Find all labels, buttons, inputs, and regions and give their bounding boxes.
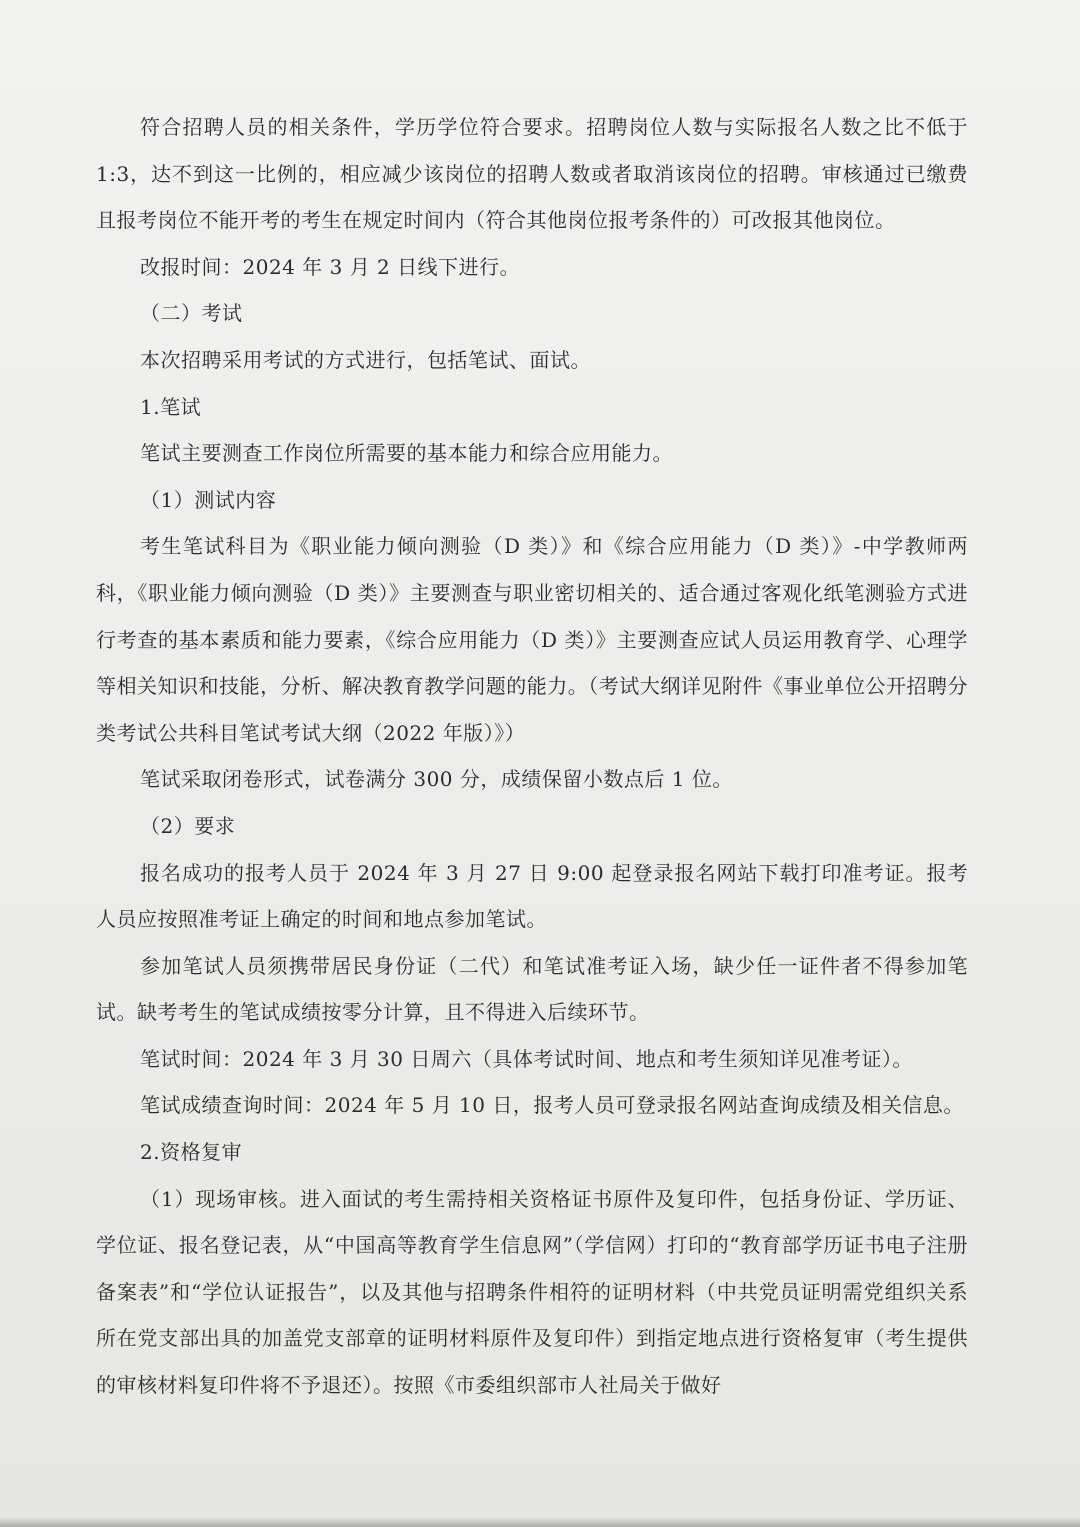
paragraph-written-scope: 笔试主要测查工作岗位所需要的基本能力和综合应用能力。 [140, 441, 673, 466]
paragraph-test-format: 笔试采取闭卷形式，试卷满分 300 分，成绩保留小数点后 1 位。 [140, 767, 733, 792]
paragraph-exam-method: 本次招聘采用考试的方式进行，包括笔试、面试。 [140, 347, 591, 372]
paragraph-admission-ticket: 报名成功的报考人员于 2024 年 3 月 27 日 9:00 起登录报名网站下载打印准考证。报考人员应按照准考证上确定的时间和地点参加笔试。 [96, 860, 968, 932]
document-body [96, 104, 968, 1409]
page-bottom-edge [0, 1517, 1080, 1527]
paragraph-test-time: 笔试时间：2024 年 3 月 30 日周六（具体考试时间、地点和考生须知详见准考证）。 [140, 1046, 913, 1071]
heading-exam: （二）考试 [140, 301, 243, 326]
heading-requirements: （2）要求 [140, 813, 236, 838]
paragraph-onsite-review: （1）现场审核。进入面试的考生需持相关资格证书原件及复印件，包括身份证、学历证、学位证、报名登记表，从“中国高等教育学生信息网”（学信网）打印的“教育部学历证书电子注册备案表”和“学位认证报告”，以及其他与招聘条件相符的证明材料（中共党员证明需党组织关系所在党支部出具的加盖党支部章的证明材料原件及复印件）到指定地点进行资格复审（考生提供的审核材料复印件将不予退还）。按照《市委组织部市人社局关于做好 [96, 1186, 968, 1398]
paragraph-test-subjects: 考生笔试科目为《职业能力倾向测验（D 类）》和《综合应用能力（D 类）》-中学教师两科，《职业能力倾向测验（D 类）》主要测查与职业密切相关的、适合通过客观化纸笔测验方式进行考查的基本素质和能力要素，《综合应用能力（D 类）》主要测查应试人员运用教育学、心理学等相关知识和技能，分析、解决教育教学问题的能力。（考试大纲详见附件《事业单位公开招聘分类考试公共科目笔试考试大纲（2022 年版）》） [96, 534, 968, 745]
paragraph-id-required: 参加笔试人员须携带居民身份证（二代）和笔试准考证入场，缺少任一证件者不得参加笔试。缺考考生的笔试成绩按零分计算，且不得进入后续环节。 [96, 953, 968, 1025]
paragraph-change-time: 改报时间：2024 年 3 月 2 日线下进行。 [140, 254, 521, 279]
heading-test-content: （1）测试内容 [140, 487, 277, 512]
paragraph-score-query: 笔试成绩查询时间：2024 年 5 月 10 日，报考人员可登录报名网站查询成绩及相关信息。 [140, 1093, 964, 1118]
heading-written-test: 1.笔试 [140, 394, 202, 419]
heading-qualification-review: 2.资格复审 [140, 1140, 243, 1165]
paragraph-eligibility: 符合招聘人员的相关条件，学历学位符合要求。招聘岗位人数与实际报名人数之比不低于 1:3，达不到这一比例的，相应减少该岗位的招聘人数或者取消该岗位的招聘。审核通过已缴费且报考岗位不能开考的考生在规定时间内（符合其他岗位报考条件的）可改报其他岗位。 [96, 115, 968, 233]
